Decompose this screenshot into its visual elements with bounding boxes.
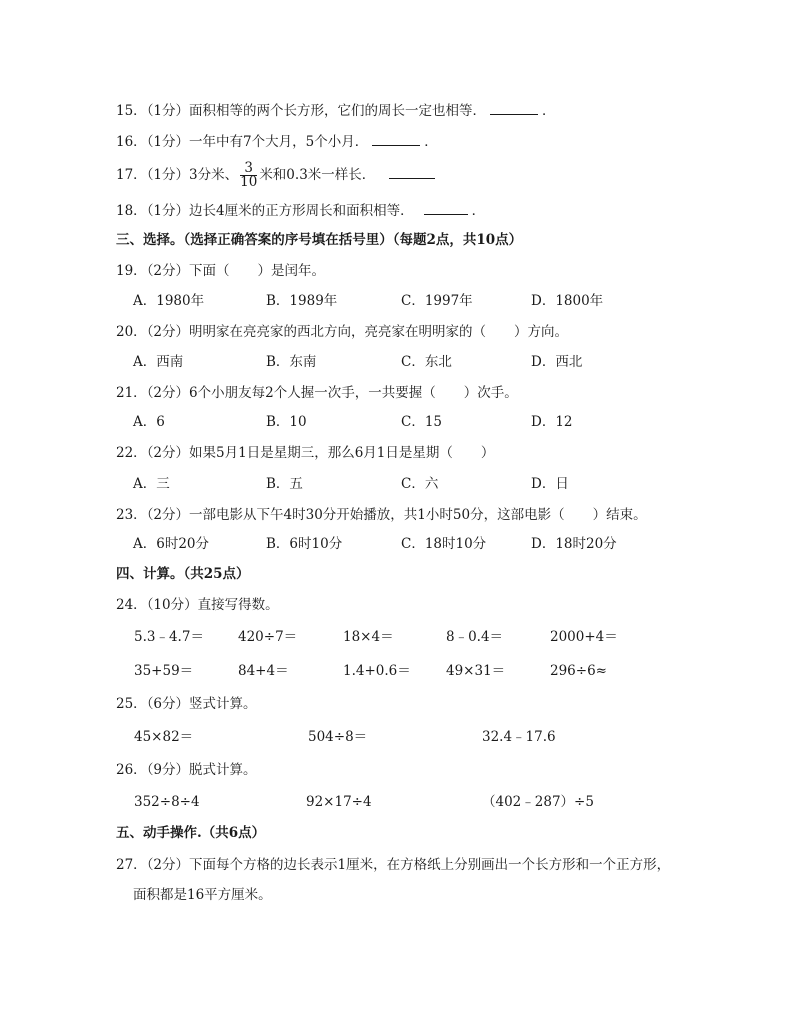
question-number: 18． — [116, 203, 147, 219]
question-number: 15． — [116, 103, 147, 119]
question-score: （2分） — [146, 445, 190, 461]
option-c[interactable]: C．18时10分 — [401, 536, 487, 552]
question-22-options — [133, 474, 733, 494]
calc-item: 420÷7＝ — [238, 629, 298, 645]
question-score: （2分） — [146, 507, 190, 523]
answer-blank[interactable] — [389, 164, 435, 179]
question-17: 17．（1分）3分米、 $\frac{3}{10}$ 米和0.3米一样长． — [116, 160, 439, 190]
question-text: 竖式计算。 — [189, 696, 257, 712]
question-27 — [116, 855, 670, 875]
question-text: 直接写得数。 — [197, 597, 279, 613]
option-d[interactable]: D．18时20分 — [531, 536, 617, 552]
option-b[interactable]: B．10 — [266, 414, 307, 430]
question-number: 21． — [116, 385, 147, 401]
question-score: （2分） — [146, 324, 190, 340]
option-d[interactable]: D．12 — [531, 414, 573, 430]
question-19-options — [133, 291, 733, 311]
vertical-calc-row — [134, 727, 754, 747]
option-b[interactable]: B．五 — [266, 476, 303, 492]
option-a[interactable]: A．三 — [133, 476, 170, 492]
calc-item: 92×17÷4 — [306, 794, 372, 810]
question-number: 26． — [116, 762, 147, 778]
fraction-denominator: 10 — [240, 174, 258, 190]
question-number: 24． — [116, 597, 147, 613]
option-c[interactable]: C．1997年 — [401, 293, 473, 309]
question-text: 面积相等的两个长方形，它们的周长一定也相等． — [189, 103, 487, 119]
calc-item: 504÷8＝ — [308, 729, 368, 745]
question-text: 脱式计算。 — [189, 762, 257, 778]
section-5-heading: 五、动手操作.（共6点） — [116, 825, 266, 841]
question-score: （2分） — [146, 263, 190, 279]
calc-item: 32.4﹣17.6 — [482, 729, 556, 745]
calc-item: 35+59＝ — [134, 663, 194, 679]
question-score: （10分） — [146, 597, 198, 613]
question-number: 22． — [116, 445, 147, 461]
question-score: （9分） — [146, 762, 190, 778]
question-number: 25． — [116, 696, 147, 712]
option-a[interactable]: A．6时20分 — [133, 536, 210, 552]
question-21: 21．（2分）6个小朋友每2个人握一次手，一共要握（ ）次手。 — [116, 385, 518, 401]
question-22: 22．（2分）如果5月1日是星期三，那么6月1日是星期（ ） — [116, 445, 495, 461]
step-calc-row — [134, 792, 754, 812]
question-18: 18．（1分）边长4厘米的正方形周长和面积相等． ． — [116, 200, 485, 221]
section-3-heading: 三、选择。（选择正确答案的序号填在括号里）（每题2点，共10点） — [116, 232, 523, 248]
question-text: 边长4厘米的正方形周长和面积相等． — [189, 203, 414, 219]
option-d[interactable]: D．1800年 — [531, 293, 604, 309]
question-25 — [116, 694, 257, 714]
option-a[interactable]: A．6 — [133, 414, 165, 430]
fraction-numerator: 3 — [240, 162, 257, 176]
question-16: 16．（1分）一年中有7个大月，5个小月． ． — [116, 131, 438, 152]
calc-item: 5.3﹣4.7＝ — [134, 629, 204, 645]
question-27-continued: 面积都是16平方厘米。 — [133, 887, 272, 903]
question-number: 16． — [116, 134, 147, 150]
question-number: 23． — [116, 507, 147, 523]
calc-item: 352÷8÷4 — [134, 794, 200, 810]
calc-row-1 — [134, 627, 754, 647]
calc-item: 1.4+0.6＝ — [343, 663, 411, 679]
calc-row-2 — [134, 661, 754, 681]
calc-item: 2000+4＝ — [550, 629, 618, 645]
question-score: （1分） — [146, 134, 190, 150]
question-score: （1分） — [146, 103, 190, 119]
calc-item: 18×4＝ — [343, 629, 394, 645]
option-b[interactable]: B．1989年 — [266, 293, 338, 309]
question-score: （6分） — [146, 696, 190, 712]
question-text: 一年中有7个大月，5个小月． — [189, 134, 369, 150]
question-score: （2分） — [146, 857, 190, 873]
question-number: 19． — [116, 263, 147, 279]
answer-blank[interactable] — [424, 200, 468, 215]
question-number: 27． — [116, 857, 147, 873]
question-26 — [116, 760, 257, 780]
question-20: 20．（2分）明明家在亮亮家的西北方向，亮亮家在明明家的（ ）方向。 — [116, 324, 569, 340]
fraction — [240, 162, 257, 189]
calc-item: 296÷6≈ — [550, 663, 607, 679]
option-b[interactable]: B．东南 — [266, 354, 317, 370]
calc-item: 49×31＝ — [446, 663, 506, 679]
option-c[interactable]: C．六 — [401, 476, 439, 492]
question-score: （1分） — [146, 167, 190, 183]
question-15: 15．（1分）面积相等的两个长方形，它们的周长一定也相等． ． — [116, 100, 556, 121]
question-text: 下面每个方格的边长表示1厘米，在方格纸上分别画出一个长方形和一个正方形， — [189, 857, 671, 873]
option-c[interactable]: C．15 — [401, 414, 443, 430]
question-score: （2分） — [146, 385, 190, 401]
question-23: 23．（2分）一部电影从下午4时30分开始播放，共1小时50分，这部电影（ ）结束。 — [116, 507, 647, 523]
question-21-options — [133, 412, 733, 432]
option-b[interactable]: B．6时10分 — [266, 536, 343, 552]
answer-blank[interactable] — [490, 100, 538, 115]
question-23-options — [133, 534, 733, 554]
option-d[interactable]: D．日 — [531, 476, 569, 492]
option-d[interactable]: D．西北 — [531, 354, 583, 370]
question-19: 19．（2分）下面（ ）是闰年。 — [116, 263, 326, 279]
calc-item: 84+4＝ — [238, 663, 289, 679]
question-score: （1分） — [146, 203, 190, 219]
section-4-heading: 四、计算。（共25点） — [116, 566, 250, 582]
calc-item: （402﹣287）÷5 — [482, 794, 594, 810]
calc-item: 45×82＝ — [134, 729, 194, 745]
question-20-options — [133, 352, 733, 372]
question-24 — [116, 595, 279, 615]
option-a[interactable]: A．1980年 — [133, 293, 205, 309]
option-c[interactable]: C．东北 — [401, 354, 452, 370]
question-number: 20． — [116, 324, 147, 340]
answer-blank[interactable] — [372, 131, 420, 146]
option-a[interactable]: A．西南 — [133, 354, 184, 370]
question-number: 17． — [116, 167, 147, 183]
calc-item: 8﹣0.4＝ — [446, 629, 504, 645]
